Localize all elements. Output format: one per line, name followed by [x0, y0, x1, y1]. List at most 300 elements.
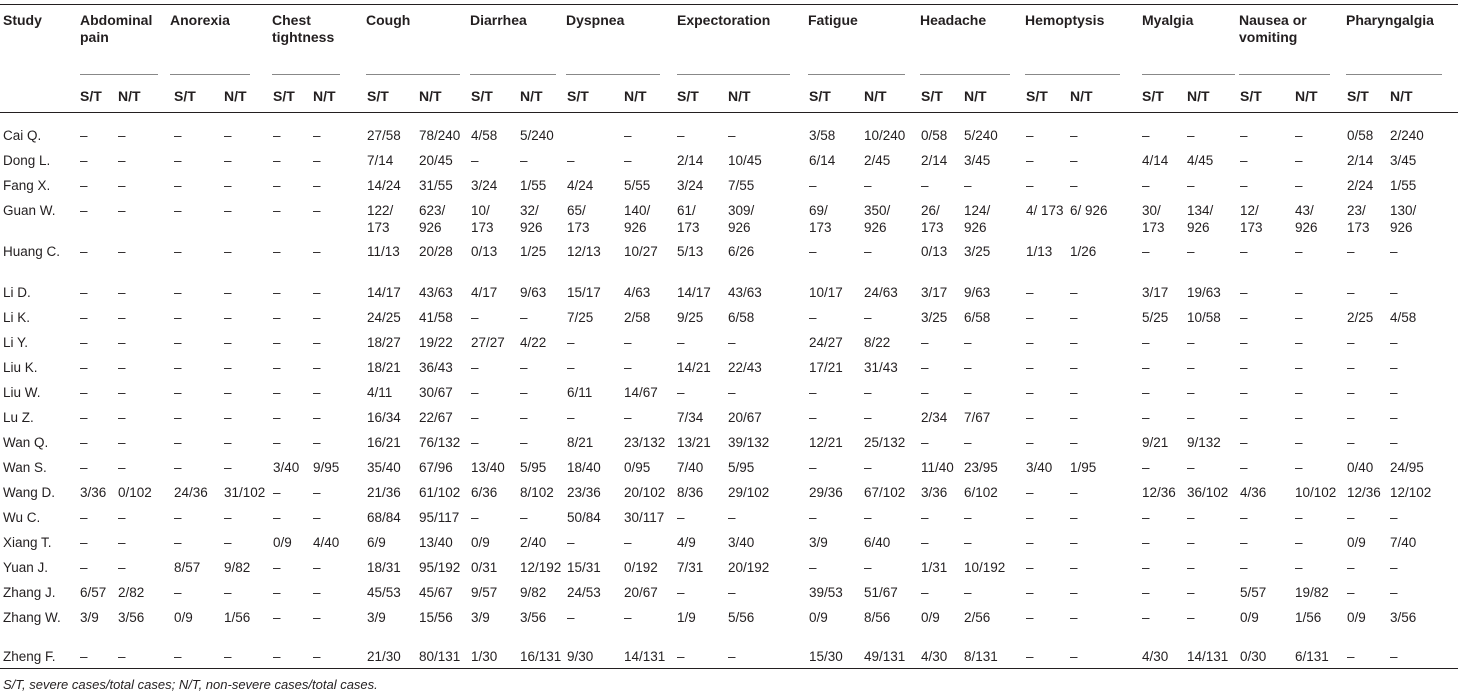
study-name: Wang D.	[3, 485, 56, 500]
table-cell: 0/9	[809, 610, 828, 625]
table-cell: –	[174, 335, 182, 350]
table-cell: –	[567, 335, 575, 350]
table-cell: –	[624, 360, 632, 375]
table-cell: –	[224, 360, 232, 375]
table-cell: 12/36	[1347, 485, 1381, 500]
table-cell: 20/102	[624, 485, 666, 500]
table-cell: –	[1070, 128, 1078, 143]
table-cell: –	[273, 203, 281, 218]
table-cell: 3/25	[964, 244, 991, 259]
table-cell: –	[520, 310, 528, 325]
table-cell: 0/9	[471, 535, 490, 550]
table-cell: 4/45	[1187, 153, 1214, 168]
study-column-header: Study	[3, 12, 42, 28]
table-cell: 2/34	[921, 410, 948, 425]
column-header-headache: Headache	[920, 12, 987, 28]
subheader-n-t: N/T	[118, 88, 141, 104]
table-cell: 4/17	[471, 285, 498, 300]
table-cell: –	[471, 153, 479, 168]
table-cell: –	[1187, 335, 1195, 350]
table-cell: –	[677, 385, 685, 400]
table-cell: –	[313, 610, 321, 625]
table-cell: 1/56	[224, 610, 251, 625]
table-cell: 6/ 926	[1070, 203, 1108, 218]
table-cell: –	[567, 360, 575, 375]
table-cell: 24/25	[367, 310, 401, 325]
table-cell: –	[624, 610, 632, 625]
table-cell: 0/95	[624, 460, 651, 475]
table-cell: 61/ 173	[677, 203, 700, 235]
table-cell: 31/102	[224, 485, 266, 500]
table-cell: 4/11	[367, 385, 393, 400]
table-cell: 3/25	[921, 310, 948, 325]
study-name: Lu Z.	[3, 410, 34, 425]
table-cell: 20/28	[419, 244, 453, 259]
table-cell: 130/ 926	[1390, 203, 1417, 235]
subheader-s-t: S/T	[367, 88, 389, 104]
table-cell: 20/45	[419, 153, 453, 168]
table-cell: –	[520, 410, 528, 425]
table-cell: 4/9	[677, 535, 696, 550]
table-cell: –	[1390, 435, 1398, 450]
table-cell: 7/14	[367, 153, 394, 168]
table-cell: 0/13	[921, 244, 948, 259]
table-cell: –	[118, 435, 126, 450]
table-cell: –	[1070, 510, 1078, 525]
table-cell: –	[313, 203, 321, 218]
table-cell: 14/17	[367, 285, 401, 300]
table-cell: 1/31	[921, 560, 948, 575]
table-cell: –	[1070, 153, 1078, 168]
table-cell: 7/67	[964, 410, 991, 425]
table-cell: –	[174, 153, 182, 168]
table-cell: –	[624, 128, 632, 143]
table-cell: 5/55	[624, 178, 651, 193]
table-cell: 19/63	[1187, 285, 1221, 300]
table-cell: –	[1240, 510, 1248, 525]
table-cell: 14/17	[677, 285, 711, 300]
table-cell: –	[118, 244, 126, 259]
table-cell: 6/102	[964, 485, 998, 500]
table-cell: –	[809, 510, 817, 525]
table-cell: 3/40	[1026, 460, 1053, 475]
table-cell: –	[567, 610, 575, 625]
table-cell: 134/ 926	[1187, 203, 1214, 235]
table-cell: 12/192	[520, 560, 562, 575]
table-cell: 3/24	[471, 178, 498, 193]
table-cell: 7/40	[677, 460, 704, 475]
table-cell: 0/9	[1240, 610, 1259, 625]
table-cell: –	[118, 460, 126, 475]
table-cell: –	[1347, 649, 1355, 664]
table-cell: –	[313, 410, 321, 425]
table-cell: 2/24	[1347, 178, 1374, 193]
table-cell: –	[1295, 285, 1303, 300]
table-cell: 6/40	[864, 535, 891, 550]
table-cell: 21/36	[367, 485, 401, 500]
study-name: Yuan J.	[3, 560, 49, 575]
table-cell: –	[677, 585, 685, 600]
table-cell: –	[520, 385, 528, 400]
table-cell: –	[224, 385, 232, 400]
table-cell: –	[80, 535, 88, 550]
table-cell: 9/21	[1142, 435, 1169, 450]
table-cell: –	[964, 335, 972, 350]
table-cell: –	[677, 510, 685, 525]
table-cell: 24/95	[1390, 460, 1424, 475]
table-cell: 6/11	[567, 385, 593, 400]
table-cell: –	[1142, 244, 1150, 259]
table-cell: –	[1295, 410, 1303, 425]
study-name: Li Y.	[3, 335, 29, 350]
table-cell: –	[224, 285, 232, 300]
table-cell: 24/27	[809, 335, 843, 350]
table-cell: –	[224, 153, 232, 168]
table-cell: 24/36	[174, 485, 208, 500]
table-cell: –	[864, 410, 872, 425]
table-cell: 67/96	[419, 460, 453, 475]
table-cell: –	[118, 153, 126, 168]
table-cell: –	[864, 510, 872, 525]
table-cell: –	[1070, 360, 1078, 375]
table-cell: –	[273, 310, 281, 325]
table-cell: –	[80, 203, 88, 218]
table-cell: 1/56	[1295, 610, 1322, 625]
table-cell: 3/17	[1142, 285, 1169, 300]
table-cell: 309/ 926	[728, 203, 755, 235]
column-group-rule	[80, 74, 158, 75]
table-cell: 41/58	[419, 310, 453, 325]
table-cell: 3/40	[728, 535, 755, 550]
table-cell: 8/57	[174, 560, 201, 575]
table-cell: 3/9	[471, 610, 490, 625]
table-cell: –	[174, 203, 182, 218]
table-cell: –	[273, 153, 281, 168]
table-cell: –	[313, 244, 321, 259]
table-cell: 13/21	[677, 435, 711, 450]
table-footnote: S/T, severe cases/total cases; N/T, non-severe cases/total cases.	[3, 677, 378, 692]
table-cell: 1/25	[520, 244, 547, 259]
study-name: Guan W.	[3, 203, 56, 218]
table-cell: –	[1026, 285, 1034, 300]
table-cell: 15/56	[419, 610, 453, 625]
table-cell: –	[1026, 560, 1034, 575]
table-cell: 18/27	[367, 335, 401, 350]
table-cell: –	[964, 360, 972, 375]
table-cell: –	[567, 153, 575, 168]
table-cell: –	[728, 385, 736, 400]
column-group-rule	[366, 74, 460, 75]
table-cell: 3/56	[118, 610, 145, 625]
table-cell: 15/31	[567, 560, 601, 575]
table-cell: –	[1070, 485, 1078, 500]
table-cell: 3/17	[921, 285, 948, 300]
subheader-s-t: S/T	[1142, 88, 1164, 104]
table-cell: 0/102	[118, 485, 152, 500]
table-cell: –	[118, 310, 126, 325]
table-cell: 61/102	[419, 485, 461, 500]
table-cell: 30/ 173	[1142, 203, 1165, 235]
table-cell: 10/45	[728, 153, 762, 168]
table-cell: 12/21	[809, 435, 843, 450]
table-cell: –	[1240, 335, 1248, 350]
table-cell: 20/67	[624, 585, 658, 600]
table-cell: –	[1347, 385, 1355, 400]
table-cell: 18/21	[367, 360, 401, 375]
table-cell: –	[313, 310, 321, 325]
table-cell: 6/36	[471, 485, 498, 500]
subheader-n-t: N/T	[624, 88, 647, 104]
table-cell: –	[1347, 435, 1355, 450]
table-cell: –	[118, 285, 126, 300]
table-cell: –	[118, 535, 126, 550]
table-cell: –	[728, 585, 736, 600]
table-cell: –	[1070, 410, 1078, 425]
table-cell: –	[273, 649, 281, 664]
table-cell: –	[809, 560, 817, 575]
table-cell: –	[118, 335, 126, 350]
table-cell: 17/21	[809, 360, 843, 375]
table-cell: –	[1187, 178, 1195, 193]
table-cell: 6/14	[809, 153, 836, 168]
table-cell: 8/21	[567, 435, 594, 450]
study-name: Li D.	[3, 285, 31, 300]
table-cell: –	[1187, 610, 1195, 625]
table-cell: 0/58	[921, 128, 948, 143]
table-cell: –	[1142, 178, 1150, 193]
table-cell: –	[728, 128, 736, 143]
table-cell: –	[677, 128, 685, 143]
table-cell: –	[921, 435, 929, 450]
table-cell: 2/40	[520, 535, 547, 550]
table-cell: –	[1026, 585, 1034, 600]
table-cell: –	[1026, 410, 1034, 425]
subheader-s-t: S/T	[809, 88, 831, 104]
column-header-hemoptysis: Hemoptysis	[1025, 12, 1105, 28]
table-cell: –	[921, 535, 929, 550]
table-cell: 140/ 926	[624, 203, 651, 235]
table-cell: 14/67	[624, 385, 658, 400]
column-group-rule	[1025, 74, 1120, 75]
table-cell: 1/30	[471, 649, 498, 664]
table-cell: –	[520, 510, 528, 525]
table-cell: 50/84	[567, 510, 601, 525]
table-cell: –	[728, 335, 736, 350]
table-cell: 21/30	[367, 649, 401, 664]
table-cell: –	[624, 535, 632, 550]
table-cell: –	[273, 244, 281, 259]
table-cell: 8/56	[864, 610, 891, 625]
table-cell: 35/40	[367, 460, 401, 475]
table-cell: –	[1390, 335, 1398, 350]
table-cell: 7/40	[1390, 535, 1417, 550]
table-cell: 10/240	[864, 128, 906, 143]
table-cell: 4/30	[921, 649, 948, 664]
table-cell: –	[1070, 285, 1078, 300]
table-cell: 10/27	[624, 244, 658, 259]
table-cell: –	[174, 244, 182, 259]
table-cell: 3/56	[520, 610, 547, 625]
table-cell: –	[567, 410, 575, 425]
table-cell: 3/9	[80, 610, 99, 625]
table-cell: –	[1142, 585, 1150, 600]
table-cell: 3/24	[677, 178, 704, 193]
subheader-n-t: N/T	[1187, 88, 1210, 104]
table-cell: 0/9	[921, 610, 940, 625]
table-cell: –	[1187, 385, 1195, 400]
study-name: Wu C.	[3, 510, 41, 525]
study-name: Dong L.	[3, 153, 51, 168]
table-cell: –	[520, 360, 528, 375]
table-cell: 6/131	[1295, 649, 1329, 664]
table-cell: –	[1026, 360, 1034, 375]
table-cell: –	[224, 510, 232, 525]
table-cell: 78/240	[419, 128, 461, 143]
table-cell: 5/240	[964, 128, 998, 143]
table-cell: –	[1295, 535, 1303, 550]
table-cell: –	[273, 128, 281, 143]
table-cell: –	[1240, 435, 1248, 450]
table-cell: –	[1026, 535, 1034, 550]
table-cell: –	[224, 335, 232, 350]
table-cell: 15/17	[567, 285, 601, 300]
table-cell: –	[118, 360, 126, 375]
study-name: Xiang T.	[3, 535, 52, 550]
column-header-diarrhea: Diarrhea	[470, 12, 527, 28]
table-cell: 0/40	[1347, 460, 1374, 475]
table-cell: –	[1295, 153, 1303, 168]
table-cell: –	[921, 178, 929, 193]
table-cell: 1/95	[1070, 460, 1097, 475]
table-cell: –	[273, 385, 281, 400]
table-cell: –	[1026, 610, 1034, 625]
table-cell: –	[313, 585, 321, 600]
column-header-dyspnea: Dyspnea	[566, 12, 625, 28]
study-name: Huang C.	[3, 244, 61, 259]
column-group-rule	[1346, 74, 1442, 75]
table-cell: –	[80, 410, 88, 425]
table-cell: –	[809, 178, 817, 193]
subheader-n-t: N/T	[1390, 88, 1413, 104]
table-cell: –	[224, 535, 232, 550]
table-cell: 13/40	[471, 460, 505, 475]
subheader-s-t: S/T	[677, 88, 699, 104]
table-cell: –	[313, 178, 321, 193]
table-cell: 95/192	[419, 560, 461, 575]
table-cell: –	[471, 410, 479, 425]
table-cell: –	[1026, 178, 1034, 193]
table-cell: –	[174, 385, 182, 400]
table-cell: 2/45	[864, 153, 891, 168]
table-cell: –	[313, 485, 321, 500]
column-header-cough: Cough	[366, 12, 411, 28]
subheader-s-t: S/T	[1026, 88, 1048, 104]
table-cell: –	[313, 285, 321, 300]
subheader-n-t: N/T	[864, 88, 887, 104]
table-cell: –	[224, 460, 232, 475]
study-name: Cai Q.	[3, 128, 42, 143]
table-cell: 10/102	[1295, 485, 1337, 500]
table-cell: –	[80, 310, 88, 325]
table-cell: –	[1142, 360, 1150, 375]
table-cell: –	[1187, 560, 1195, 575]
table-cell: –	[174, 310, 182, 325]
table-cell: –	[921, 385, 929, 400]
table-cell: –	[224, 585, 232, 600]
table-cell: 8/22	[864, 335, 891, 350]
table-cell: –	[1187, 410, 1195, 425]
table-cell: 10/58	[1187, 310, 1221, 325]
table-cell: 2/58	[624, 310, 651, 325]
study-name: Zhang J.	[3, 585, 56, 600]
table-cell: –	[118, 178, 126, 193]
table-cell: –	[273, 485, 281, 500]
table-cell: –	[1240, 178, 1248, 193]
table-cell: –	[864, 560, 872, 575]
table-cell: –	[520, 435, 528, 450]
table-cell: 10/ 173	[471, 203, 494, 235]
table-cell: 6/57	[80, 585, 107, 600]
table-cell: –	[1187, 244, 1195, 259]
table-cell: –	[677, 335, 685, 350]
column-header-myalgia: Myalgia	[1142, 12, 1194, 28]
table-cell: –	[174, 285, 182, 300]
table-cell: –	[1295, 335, 1303, 350]
table-cell: –	[1390, 510, 1398, 525]
table-cell: 39/53	[809, 585, 843, 600]
table-cell: –	[1240, 360, 1248, 375]
table-cell: –	[80, 335, 88, 350]
table-cell: 3/36	[80, 485, 107, 500]
table-cell: 22/43	[728, 360, 762, 375]
table-cell: –	[1026, 128, 1034, 143]
table-cell: 0/192	[624, 560, 658, 575]
table-cell: 0/9	[1347, 610, 1366, 625]
table-cell: 122/ 173	[367, 203, 394, 235]
table-cell: –	[1026, 153, 1034, 168]
table-cell: –	[174, 535, 182, 550]
table-cell: –	[1240, 410, 1248, 425]
column-group-rule	[1142, 74, 1235, 75]
table-cell: 4/14	[1142, 153, 1169, 168]
table-cell: –	[624, 335, 632, 350]
table-cell: –	[80, 244, 88, 259]
table-cell: 12/13	[567, 244, 601, 259]
table-cell: –	[1240, 310, 1248, 325]
table-cell: –	[224, 435, 232, 450]
table-cell: –	[273, 178, 281, 193]
table-cell: –	[1240, 153, 1248, 168]
table-cell: 124/ 926	[964, 203, 991, 235]
table-cell: –	[921, 360, 929, 375]
column-header-fatigue: Fatigue	[808, 12, 858, 28]
table-cell: 68/84	[367, 510, 401, 525]
table-cell: 9/57	[471, 585, 498, 600]
table-cell: 7/55	[728, 178, 755, 193]
table-cell: –	[224, 410, 232, 425]
table-top-rule	[0, 4, 1458, 5]
column-header-pharyngalgia: Pharyngalgia	[1346, 12, 1434, 28]
table-cell: –	[1240, 128, 1248, 143]
table-cell: –	[80, 460, 88, 475]
table-cell: 9/63	[520, 285, 547, 300]
table-cell: 23/ 173	[1347, 203, 1370, 235]
table-cell: –	[80, 510, 88, 525]
table-cell: –	[864, 178, 872, 193]
table-cell: 25/132	[864, 435, 906, 450]
table-cell: 69/ 173	[809, 203, 832, 235]
table-cell: 6/58	[728, 310, 755, 325]
